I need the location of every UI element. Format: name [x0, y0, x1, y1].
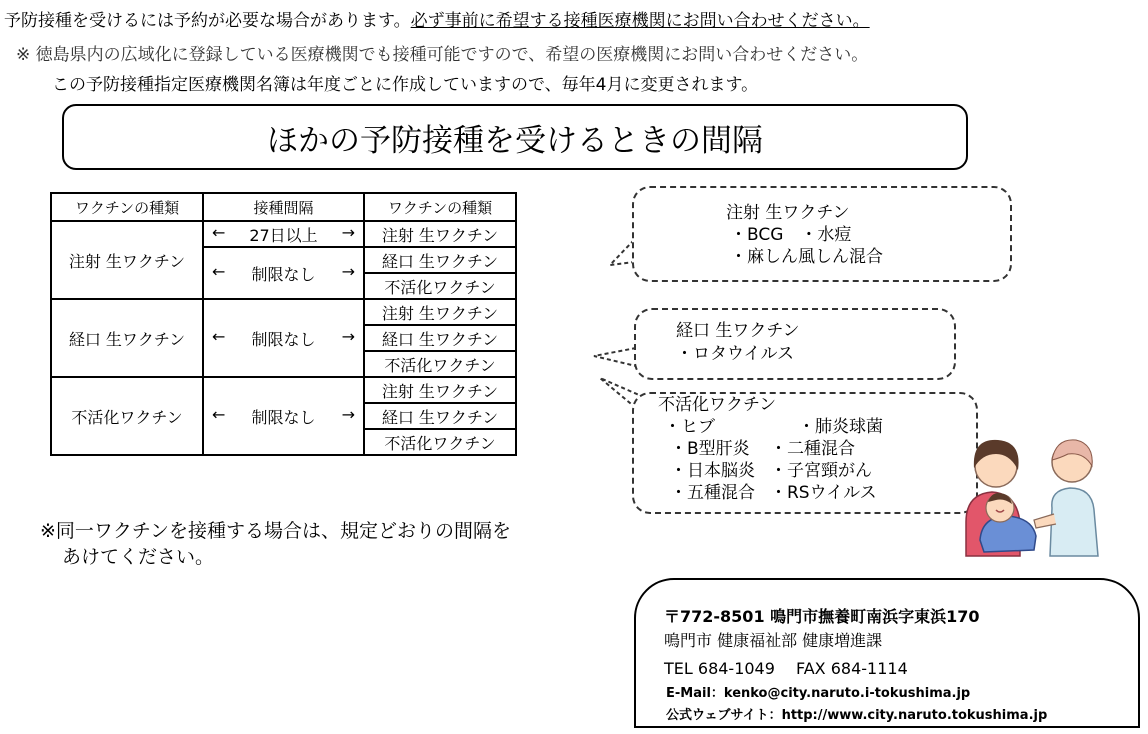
target-vaccine: 注射 生ワクチン — [364, 299, 516, 325]
target-vaccine: 経口 生ワクチン — [364, 325, 516, 351]
group-vaccine-injection-live: 注射 生ワクチン — [51, 221, 203, 299]
bubble-item: ・B型肝炎 — [670, 439, 750, 459]
header-target-vaccine-type: ワクチンの種類 — [364, 193, 516, 221]
header-interval: 接種間隔 — [203, 193, 364, 221]
list-update-note: この予防接種指定医療機関名簿は年度ごとに作成していますので、毎年4月に変更されます。 — [52, 75, 759, 95]
bubble-injection-live — [632, 186, 1012, 282]
bubble-item: ・五種混合 — [670, 483, 755, 503]
arrow-left-icon: ← — [212, 222, 226, 242]
interval-value: 制限なし — [251, 329, 316, 349]
group-vaccine-inactivated: 不活化ワクチン — [51, 377, 203, 455]
bubble-item: ・二種混合 — [770, 439, 855, 459]
header-vaccine-type: ワクチンの種類 — [51, 193, 203, 221]
arrow-right-icon: → — [341, 222, 355, 242]
contact-box — [634, 578, 1140, 728]
target-vaccine: 注射 生ワクチン — [364, 377, 516, 403]
target-vaccine: 経口 生ワクチン — [364, 403, 516, 429]
contact-email[interactable]: E-Mail：kenko@city.naruto.i-tokushima.jp — [666, 686, 971, 701]
page-title: ほかの予防接種を受けるときの間隔 — [62, 104, 968, 170]
contact-website[interactable]: 公式ウェブサイト：http://www.city.naruto.tokushima.jp — [666, 708, 1048, 723]
contact-department: 鳴門市 健康福祉部 健康増進課 — [664, 631, 883, 650]
bubble-oral-live — [634, 308, 956, 380]
reservation-note-emphasis: 必ず事前に希望する接種医療機関にお問い合わせください。 — [410, 11, 870, 31]
interval-value: 制限なし — [251, 264, 316, 284]
bubble-heading: 経口 生ワクチン — [676, 321, 800, 341]
bubble-inactivated — [632, 392, 978, 514]
target-vaccine: 注射 生ワクチン — [364, 221, 516, 247]
bubble-item: ・BCG ・水痘 — [730, 225, 852, 245]
contact-phone-fax: TEL 684-1049 FAX 684-1114 — [664, 659, 908, 678]
target-vaccine: 不活化ワクチン — [364, 273, 516, 299]
wide-area-note: ※ 徳島県内の広域化に登録している医療機関でも接種可能ですので、希望の医療機関にお問い合わせください。 — [16, 45, 869, 65]
reservation-note: 予防接種を受けるには予約が必要な場合があります。必ず事前に希望する接種医療機関にお問い合わせください。 — [4, 11, 870, 31]
interval-value: 制限なし — [251, 407, 316, 427]
bubble-item: ・日本脳炎 — [670, 461, 755, 481]
bubble-item: ・肺炎球菌 — [798, 417, 883, 437]
bubble-item: ・RSウイルス — [770, 483, 877, 503]
arrow-right-icon: → — [341, 404, 355, 424]
target-vaccine: 経口 生ワクチン — [364, 247, 516, 273]
arrow-right-icon: → — [341, 326, 355, 346]
nurse-vaccinating-baby-icon — [960, 432, 1120, 560]
target-vaccine: 不活化ワクチン — [364, 429, 516, 455]
arrow-left-icon: ← — [212, 404, 226, 424]
target-vaccine: 不活化ワクチン — [364, 351, 516, 377]
bubble-item: ・ヒブ — [664, 417, 715, 437]
arrow-left-icon: ← — [212, 261, 226, 281]
arrow-right-icon: → — [341, 261, 355, 281]
bubble-heading: 注射 生ワクチン — [726, 203, 850, 223]
bubble-item: ・子宮頸がん — [770, 461, 872, 481]
group-vaccine-oral-live: 経口 生ワクチン — [51, 299, 203, 377]
contact-address: 〒772-8501 鳴門市撫養町南浜字東浜170 — [664, 607, 980, 626]
bubble-item: ・麻しん風しん混合 — [730, 247, 883, 267]
bubble-heading: 不活化ワクチン — [658, 395, 777, 415]
arrow-left-icon: ← — [212, 326, 226, 346]
same-vaccine-footnote: ※同一ワクチンを接種する場合は、規定どおりの間隔を あけてください。 — [40, 520, 511, 568]
interval-value: 27日以上 — [249, 225, 318, 245]
bubble-item: ・ロタウイルス — [676, 344, 794, 364]
